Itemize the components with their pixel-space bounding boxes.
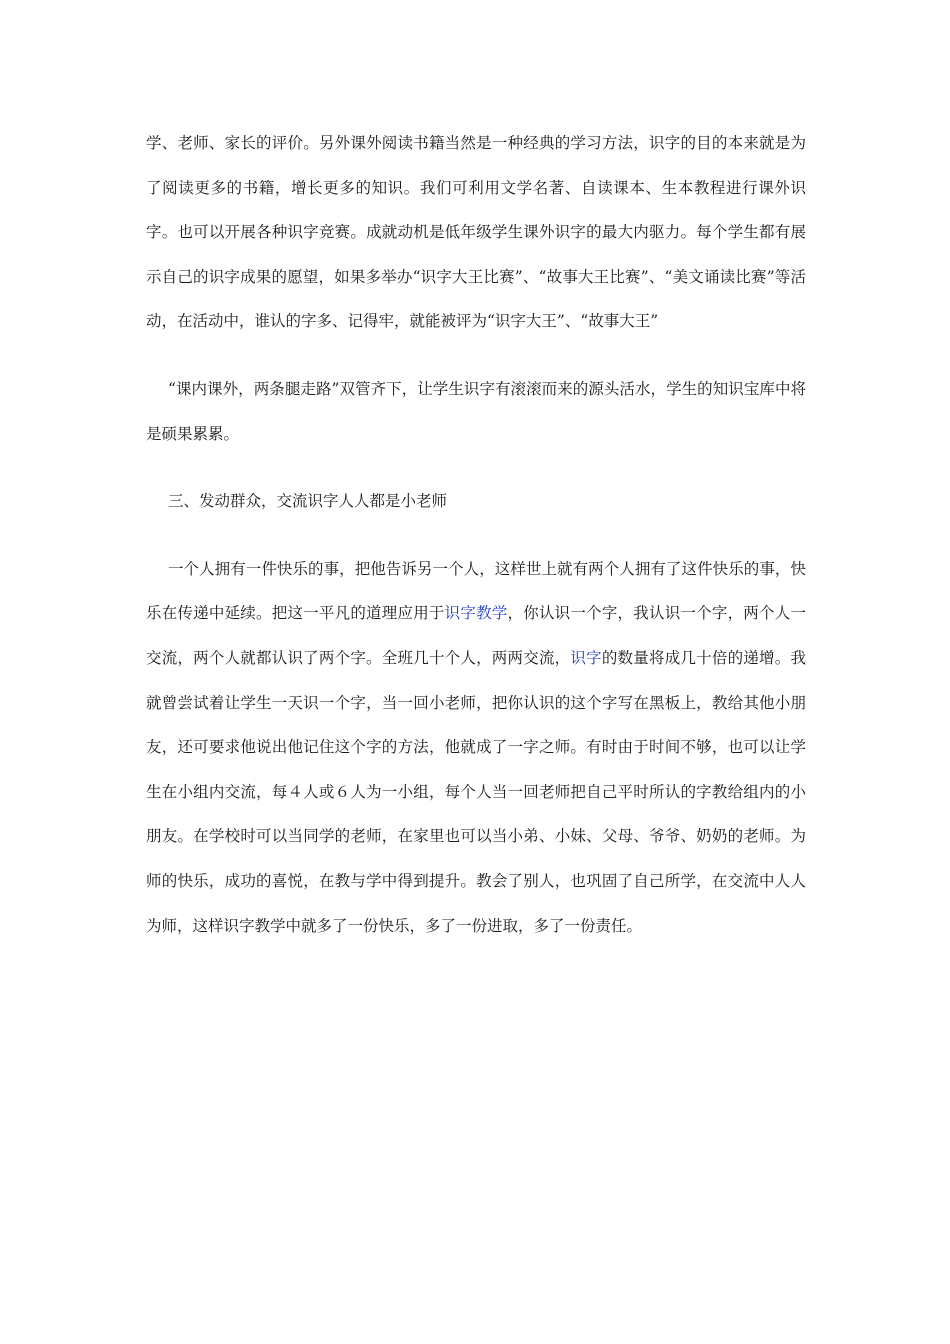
document-body [146, 121, 806, 948]
paragraph-spacer [146, 524, 806, 547]
text-segment: 一个人拥有一件快乐的事，把他告诉另一个人，这样世上就有两个人拥有了这件快乐的事，快乐在传递中延续。把这一平凡的道理应用于 [146, 559, 806, 623]
text-segment: 学、老师、家长的评价。另外课外阅读书籍当然是一种经典的学习方法，识字的目的本来就是为了阅读更多的书籍，增长更多的知识。我们可利用文学名著、自读课本、生本教程进行课外识字。也可以开展各种识字竞赛。成就动机是低年级学生课外识字的最大内驱力。每个学生都有展示自己的识字成果的愿望，如果多举办“识字大王比赛”、“故事大王比赛”、“美文诵读比赛”等活动，在活动中，谁认的字多、记得牢，就能被评为“识字大王”、“故事大王” [146, 134, 806, 331]
heading-text: 三、发动群众，交流识字人人都是小老师 [168, 492, 448, 511]
section-heading-three [146, 479, 806, 524]
link-literacy-teaching[interactable]: 识字教学 [444, 604, 508, 623]
paragraph-two-legs [146, 367, 806, 456]
text-segment: ，你认识一个字，我认识一个字，两个人一交流，两个人就都认识了两个字。全班几十个人，两两交流， [146, 604, 806, 667]
link-literacy[interactable]: 识字 [570, 648, 602, 667]
paragraph-spacer [146, 456, 806, 479]
paragraph-spacer [146, 344, 806, 367]
text-segment: “课内课外，两条腿走路”双管齐下，让学生识字有滚滚而来的源头活水，学生的知识宝库中将是硕果累累。 [146, 379, 806, 443]
paragraph-literacy-competitions [146, 121, 806, 344]
paragraph-little-teacher [146, 547, 806, 948]
text-segment: 的数量将成几十倍的递增。我就曾尝试着让学生一天识一个字，当一回小老师，把你认识的这个字写在黑板上，教给其他小朋友，还可要求他说出他记住这个字的方法，他就成了一字之师。有时由于时间不够，也可以让学生在小组内交流，每４人或６人为一小组，每个人当一回老师把自己平时所认的字教给组内的小朋友。在学校时可以当同学的老师，在家里也可以当小弟、小妹、父母、爷爷、奶奶的老师。为师的快乐，成功的喜悦，在教与学中得到提升。教会了别人，也巩固了自己所学，在交流中人人为师，这样识字教学中就多了一份快乐，多了一份进取，多了一份责任。 [146, 648, 806, 935]
